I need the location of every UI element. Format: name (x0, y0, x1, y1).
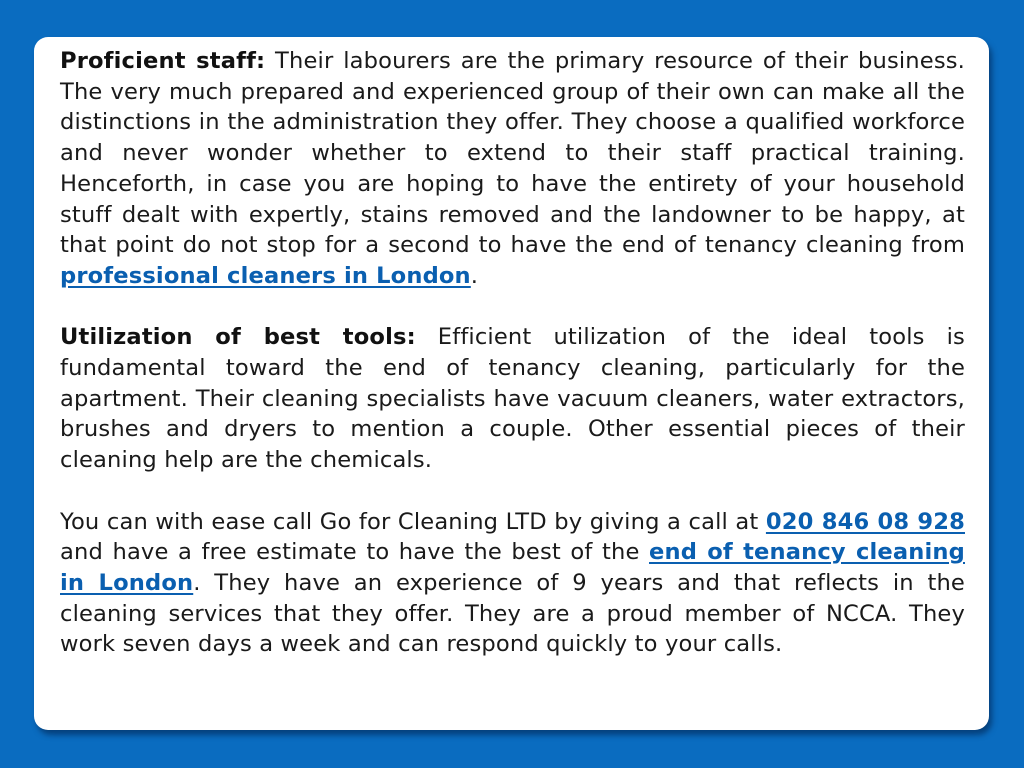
heading-proficient-staff: Proficient staff: (60, 48, 266, 74)
paragraph-proficient-staff (60, 46, 965, 292)
link-end-of-tenancy-cleaning[interactable]: end of tenancy cleaning in London (60, 539, 965, 596)
text-contact-outro: . They have an experience of 9 years and that reflects in the cleaning services that they offer. They are a proud member of NCCA. They work seven days a week and can respond quickly to your calls. (60, 569, 965, 658)
text-best-tools: Efficient utilization of the ideal tools is fundamental toward the end of tenancy cleaning, particularly for the apartment. Their cleaning specialists have vacuum cleaners, water extractors, brushes and dryers to mention a couple. Other essential pieces of their cleaning help are the chemicals. (60, 324, 965, 474)
link-professional-cleaners[interactable]: professional cleaners in London (60, 262, 471, 289)
text-period: . (470, 262, 479, 289)
paragraph-best-tools (60, 322, 965, 476)
slide-card (34, 37, 989, 730)
text-contact-intro: You can with ease call Go for Cleaning LTD by giving a call at (60, 508, 766, 535)
slide-content (60, 46, 965, 660)
paragraph-contact (60, 507, 965, 661)
text-contact-middle: and have a free estimate to have the best of the (60, 539, 650, 566)
heading-best-tools: Utilization of best tools: (60, 324, 416, 351)
link-phone-number[interactable]: 020 846 08 928 (765, 508, 965, 535)
text-proficient-staff: Their labourers are the primary resource of their business. The very much prepared and experienced group of their own can make all the distinctions in the administration they offer. They choose a qualified workforce and never wonder whether to extend to their staff practical training. Henceforth, in case you are hoping to have the entirety of your household stuff dealt with expertly, stains removed and the landowner to be happy, at that point do not stop for a second to have the end of tenancy cleaning from (60, 48, 965, 259)
